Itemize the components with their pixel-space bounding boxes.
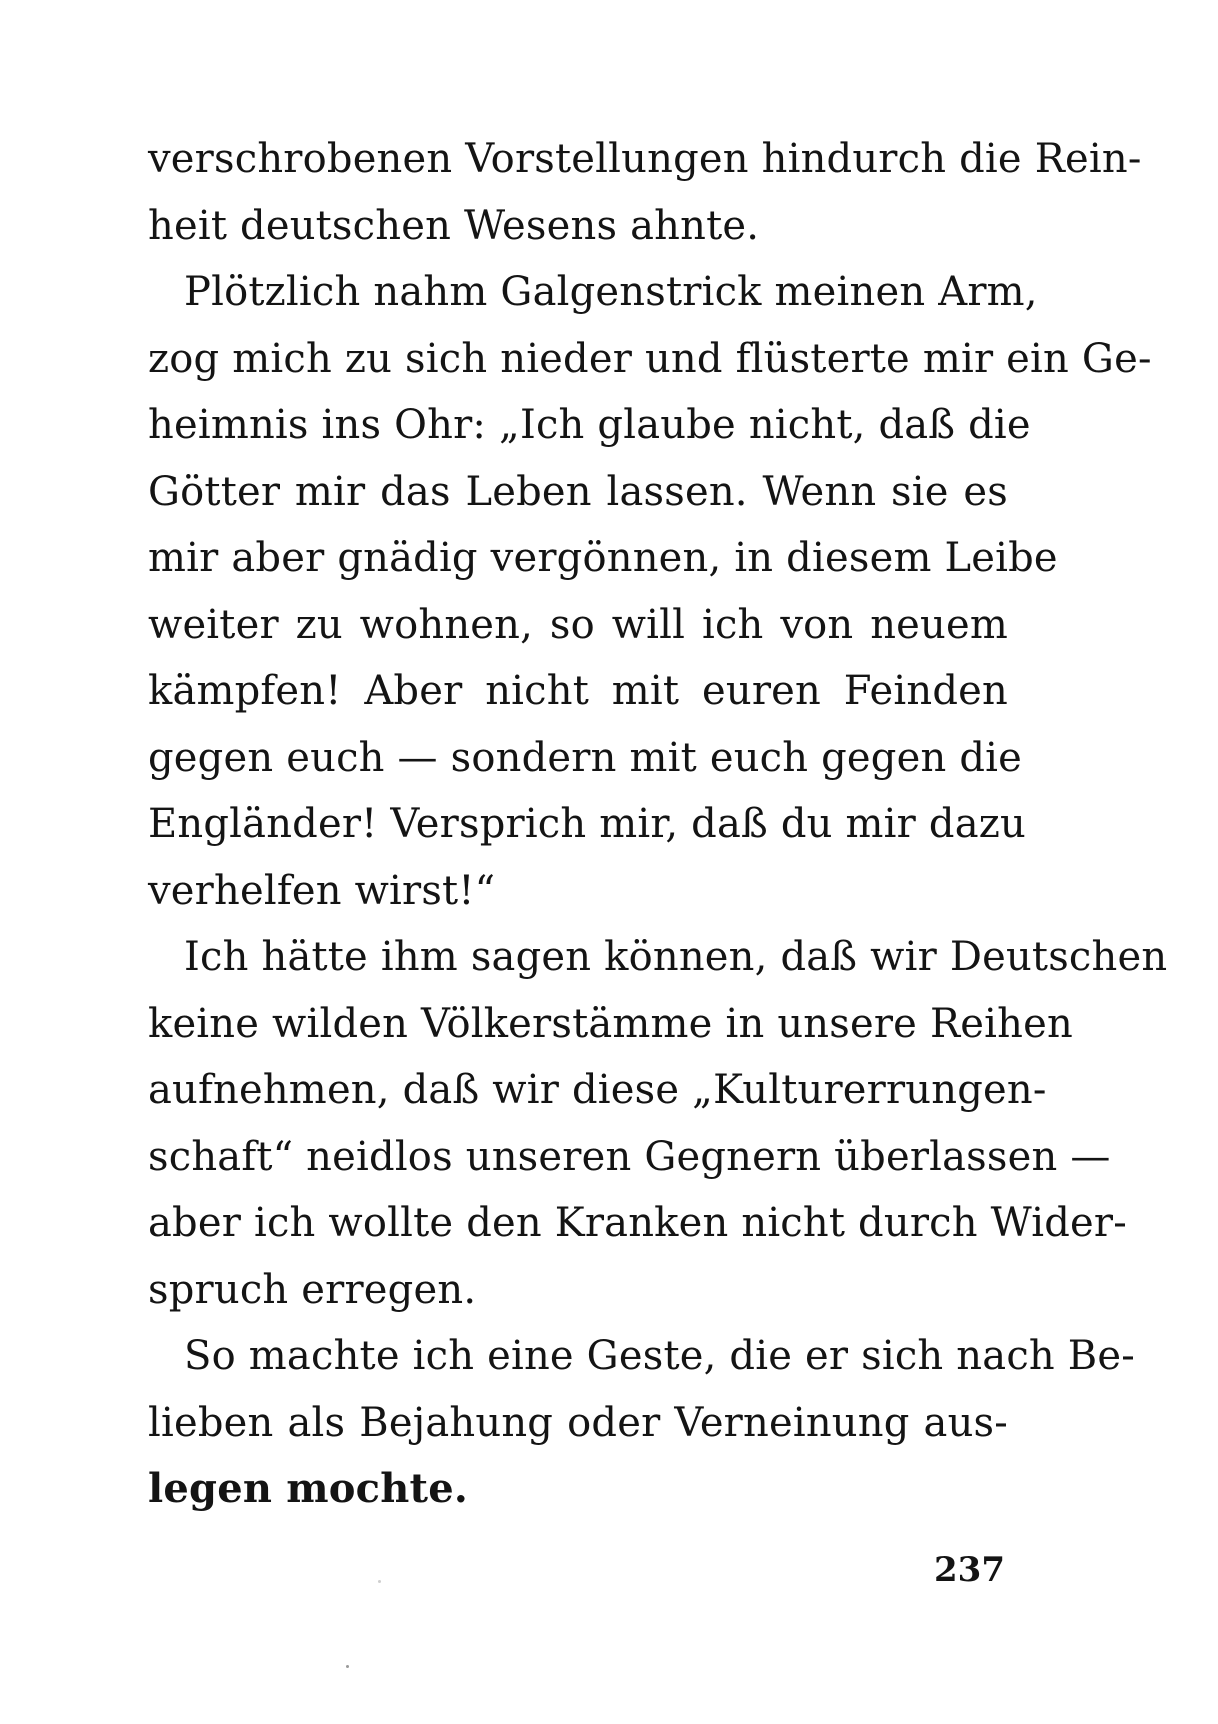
paragraph-1 xyxy=(148,126,1142,259)
text-line: spruch erregen. xyxy=(148,1266,477,1313)
text-line: aufnehmen, daß wir diese „Kulturerrungen- xyxy=(148,1067,1047,1113)
text-line: aber ich wollte den Kranken nicht durch Wider- xyxy=(148,1200,1127,1246)
paper-speck xyxy=(346,1665,349,1668)
text-line: weiter zu wohnen, so will ich von neuem xyxy=(148,601,1008,648)
text-line: So machte ich eine Geste, die er sich nach Be- xyxy=(184,1333,1135,1379)
text-line: kämpfen! Aber nicht mit euren Feinden xyxy=(148,668,1008,714)
text-line: mir aber gnädig vergönnen, in diesem Leibe xyxy=(148,535,1058,581)
text-line: Engländer! Versprich mir, daß du mir dazu xyxy=(148,801,1026,847)
text-line: gegen euch — sondern mit euch gegen die xyxy=(148,734,1023,781)
paragraph-4 xyxy=(148,1323,1135,1523)
paragraph-2 xyxy=(148,259,1152,924)
paper-speck xyxy=(378,1580,381,1583)
text-line: verschrobenen Vorstellungen hindurch die Rein- xyxy=(148,136,1142,182)
text-line: Plötzlich nahm Galgenstrick meinen Arm, xyxy=(184,269,1038,315)
text-line: keine wilden Völkerstämme in unsere Reihen xyxy=(148,1000,1073,1047)
text-line: legen mochte. xyxy=(148,1465,468,1512)
paragraph-3 xyxy=(148,924,1168,1323)
text-line: Götter mir das Leben lassen. Wenn sie es xyxy=(148,468,1008,515)
text-line: verhelfen wirst!“ xyxy=(148,867,496,914)
text-line: zog mich zu sich nieder und flüsterte mir ein Ge- xyxy=(148,335,1152,382)
text-line: heimnis ins Ohr: „Ich glaube nicht, daß die xyxy=(148,402,1031,448)
text-line: Ich hätte ihm sagen können, daß wir Deutschen xyxy=(184,934,1168,980)
text-line: heit deutschen Wesens ahnte. xyxy=(148,202,760,249)
text-line: schaft“ neidlos unseren Gegnern überlassen — xyxy=(148,1133,1111,1180)
text-line: lieben als Bejahung oder Verneinung aus- xyxy=(148,1399,1008,1446)
body-text xyxy=(148,126,1168,1523)
page-number: 237 xyxy=(934,1550,1005,1590)
